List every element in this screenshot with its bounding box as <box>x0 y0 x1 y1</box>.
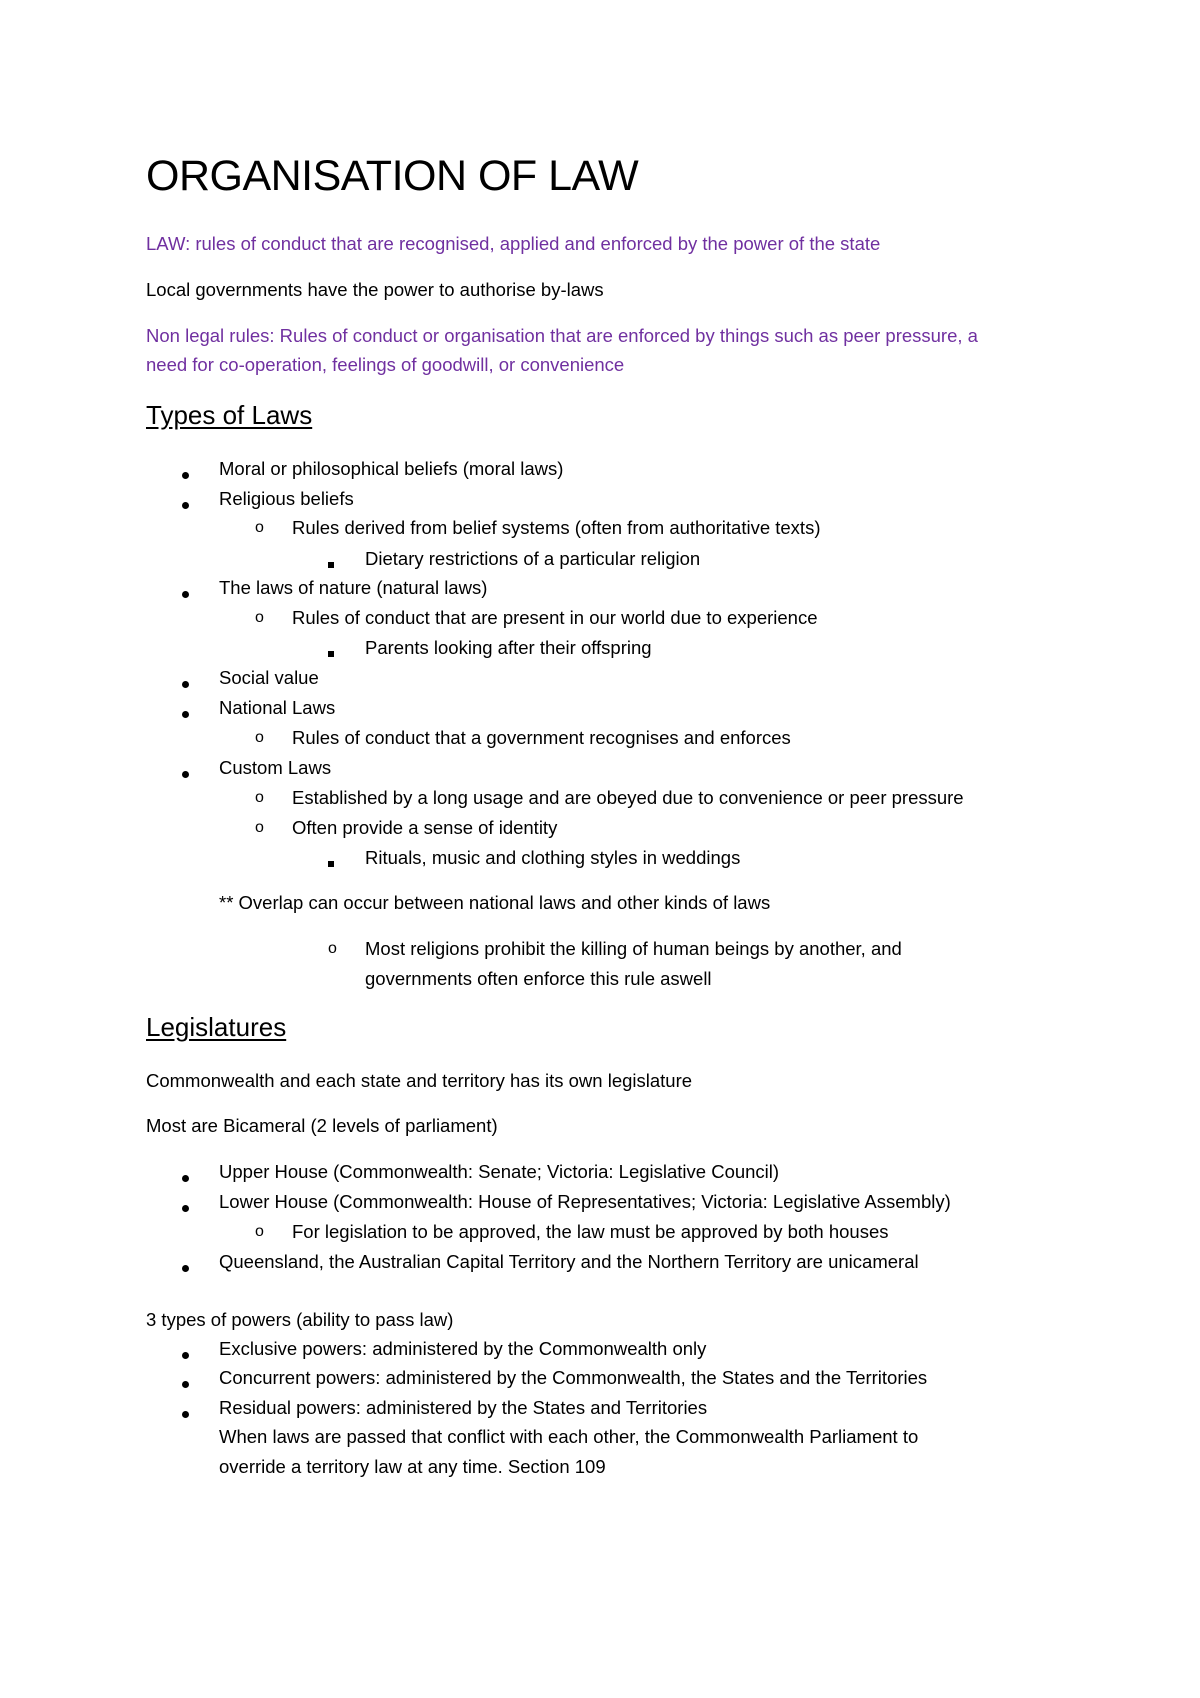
list-item: Lower House (Commonwealth: House of Representatives; Victoria: Legislative Assembly) <box>219 1191 951 1212</box>
bullet-dot-icon <box>182 1352 189 1359</box>
bullet-circle-icon: o <box>328 940 337 957</box>
list-item: Rituals, music and clothing styles in weddings <box>365 847 741 868</box>
bullet-circle-icon: o <box>255 1223 264 1240</box>
list-item: Dietary restrictions of a particular religion <box>365 548 701 569</box>
bullet-dot-icon <box>182 771 189 778</box>
list-item: The laws of nature (natural laws) <box>219 577 488 598</box>
list-item: Moral or philosophical beliefs (moral laws) <box>219 458 564 479</box>
list-item: Religious beliefs <box>219 488 354 509</box>
list-item: Custom Laws <box>219 757 332 778</box>
legislatures-line-2: Most are Bicameral (2 levels of parliament) <box>146 1115 498 1136</box>
bullet-dot-icon <box>182 1381 189 1388</box>
bullet-circle-icon: o <box>255 789 264 806</box>
bullet-circle-icon: o <box>255 609 264 626</box>
overlap-note: ** Overlap can occur between national laws and other kinds of laws <box>219 892 771 913</box>
bullet-dot-icon <box>182 472 189 479</box>
bullet-dot-icon <box>182 591 189 598</box>
list-item: Concurrent powers: administered by the Commonwealth, the States and the Territories <box>219 1367 928 1388</box>
legislatures-line-1: Commonwealth and each state and territory has its own legislature <box>146 1070 693 1091</box>
list-item: Queensland, the Australian Capital Territory and the Northern Territory are unicameral <box>219 1251 919 1272</box>
list-item: Parents looking after their offspring <box>365 637 652 658</box>
list-item: Residual powers: administered by the States and Territories <box>219 1397 708 1418</box>
overlap-example-line-2: governments often enforce this rule aswell <box>365 968 712 989</box>
bullet-circle-icon: o <box>255 819 264 836</box>
bullet-circle-icon: o <box>255 519 264 536</box>
non-legal-rules-line-1: Non legal rules: Rules of conduct or organisation that are enforced by things such as peer pressure, a <box>146 325 978 346</box>
list-item: Rules of conduct that are present in our world due to experience <box>292 607 818 628</box>
page-title: ORGANISATION OF LAW <box>146 152 639 200</box>
list-item: National Laws <box>219 697 336 718</box>
bullet-dot-icon <box>182 1265 189 1272</box>
bullet-dot-icon <box>182 681 189 688</box>
list-item: Rules of conduct that a government recognises and enforces <box>292 727 791 748</box>
bullet-square-icon <box>328 562 334 568</box>
bullet-dot-icon <box>182 1411 189 1418</box>
bullet-square-icon <box>328 861 334 867</box>
bullet-dot-icon <box>182 711 189 718</box>
legislatures-heading: Legislatures <box>146 1012 287 1042</box>
list-item: Exclusive powers: administered by the Commonwealth only <box>219 1338 707 1359</box>
overlap-example-line-1: Most religions prohibit the killing of human beings by another, and <box>365 938 902 959</box>
list-item: Upper House (Commonwealth: Senate; Victoria: Legislative Council) <box>219 1161 780 1182</box>
bullet-dot-icon <box>182 1175 189 1182</box>
list-item: Social value <box>219 667 319 688</box>
non-legal-rules-line-2: need for co-operation, feelings of goodwill, or convenience <box>146 354 625 375</box>
conflict-line-2: override a territory law at any time. Section 109 <box>219 1456 606 1477</box>
local-governments-text: Local governments have the power to authorise by-laws <box>146 279 604 300</box>
conflict-line-1: When laws are passed that conflict with each other, the Commonwealth Parliament to <box>219 1426 919 1447</box>
list-item: For legislation to be approved, the law must be approved by both houses <box>292 1221 889 1242</box>
bullet-dot-icon <box>182 502 189 509</box>
list-item: Often provide a sense of identity <box>292 817 558 838</box>
bullet-square-icon <box>328 651 334 657</box>
powers-intro: 3 types of powers (ability to pass law) <box>146 1309 454 1330</box>
list-item: Rules derived from belief systems (often from authoritative texts) <box>292 517 821 538</box>
bullet-dot-icon <box>182 1205 189 1212</box>
bullet-circle-icon: o <box>255 729 264 746</box>
list-item: Established by a long usage and are obeyed due to convenience or peer pressure <box>292 787 964 808</box>
types-of-laws-heading: Types of Laws <box>146 400 313 430</box>
law-definition: LAW: rules of conduct that are recognised, applied and enforced by the power of the state <box>146 233 881 254</box>
